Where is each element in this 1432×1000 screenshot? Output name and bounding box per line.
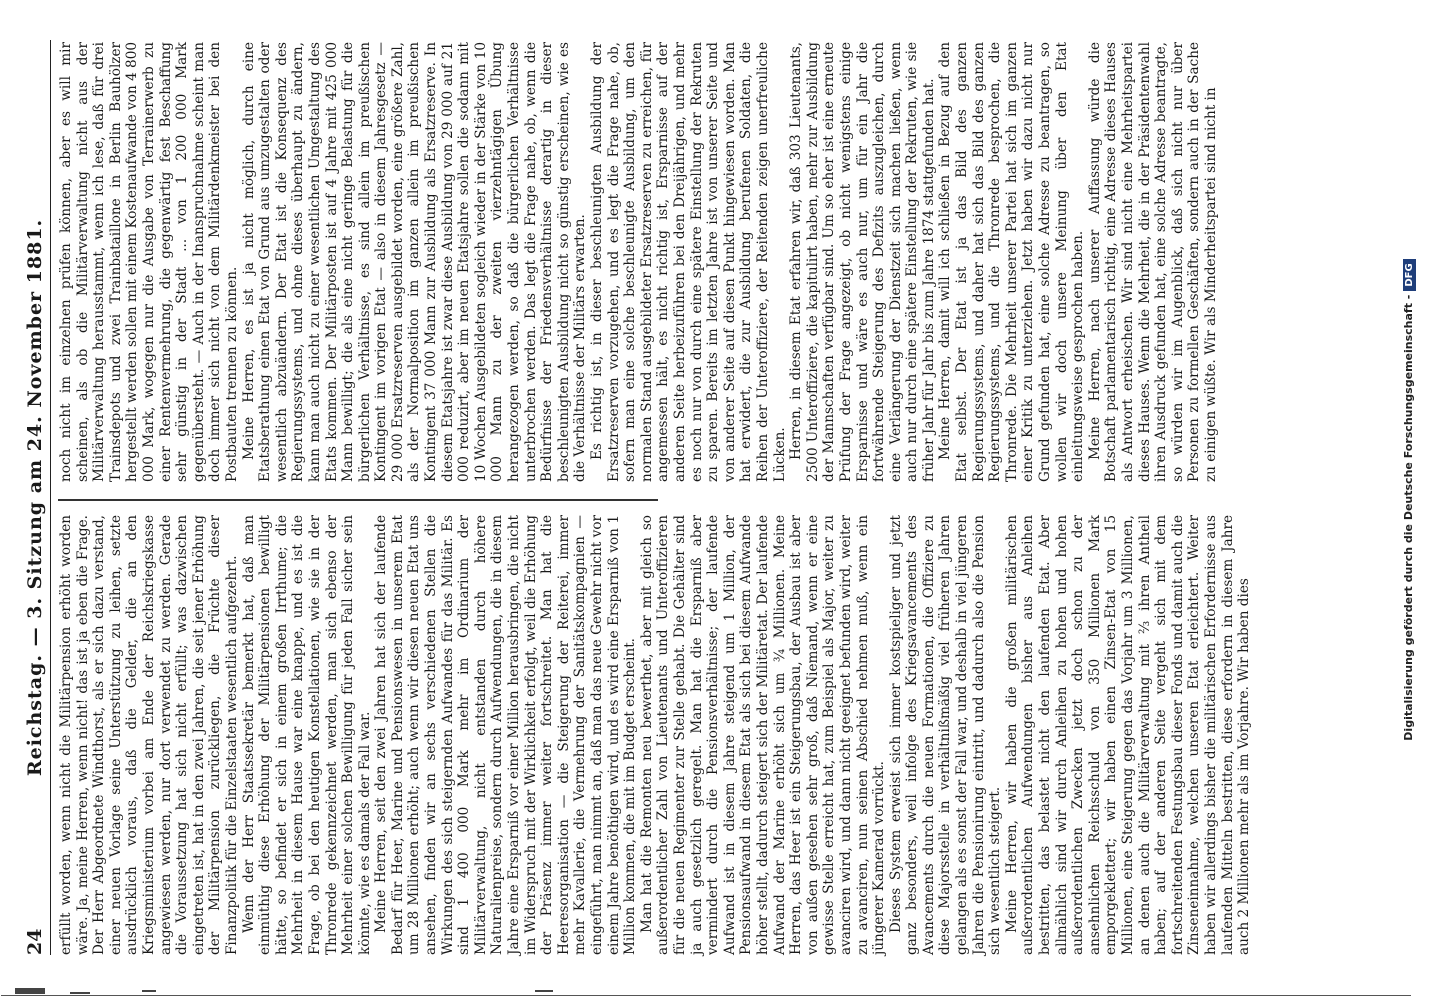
paragraph: Dieses System erweist sich immer kostspieliger und jetzt ganz besonders, weil infolge des Kriegsavancements des Avancements durch die neuen Formationen, die Offiziere zu diese Majorsstelle in verhältnißmäßig viel früheren Jahren gelangen als es sonst der Fall war, und deshalb in viel jüngeren Jahren die Pensionirung eintritt, und dadurch also die Pension sich wesentlich steigert. — [887, 515, 1004, 955]
scan-edge-line — [1, 995, 1411, 996]
paragraph: Meine Herren, seit den zwei Jahren hat sich der laufende Bedarf für Heer, Marine und Pensionswesen in unserem Etat um 28 Millionen erhöht; auch wenn wir diesen neuen Etat uns ansehen, finden wir an sechs verschiedenen Stellen die Wirkungen des sich steigernden Aufwandes für das Militär. Es sind 1 400 000 Mark mehr im Ordinarium der Militärverwaltung, nicht entstanden durch höhere Naturalienpreise, sondern durch Aufwendungen, die in diesem Jahre eine Ersparniß vor einer Million herausbringen, die nicht im Widerspruch mit der Wirklichkeit erfolgt, weil die Erhöhung der Präsenz immer weiter fortschreitet. Man hat die Heeresorganisation — die Steigerung der Reiterei, immer mehr Kavallerie, die Vermehrung der Sanitätskompagnien — eingeführt, man nimmt an, daß man das neue Gewehr nicht vor einem Jahre benöthigen wird, und es wird eine Ersparniß von 1 Million kommen, die mit im Budget erscheint. — [373, 515, 639, 955]
paragraph: Meine Herren, nach unserer Auffassung würde die Botschaft parlamentarisch richtig, eine Adresse dieses Hauses als Antwort erheischen. Wir sind nicht eine Mehrheitspartei dieses Hauses. Wenn die Mehrheit, die in der Präsidentenwahl ihren Ausdruck gefunden hat, eine solche Adresse beantragte, so würden wir im Augenblick, daß sich nicht nur über Personen zu formellen Geschäften, sondern auch in der Sache zu einigen wüßte. Wir als Minderheitspartei sind nicht in — [1086, 42, 1219, 482]
paragraph: noch nicht im einzelnen prüfen können, aber es will mir scheinen, als ob die Militärverwaltung nicht aus der Militärverwaltung herausstammt, wenn ich lese, daß für drei Trainsdepots und zwei Trainbataillone in Berlin Bauhölzer hergestellt werden sollen mit einem Kostenaufwande von 4 800 000 Mark, wogegen nur die Ausgabe von Terrainerwerb zu einer Rentenvermehrung, die gegenwärtig fest Beschaffung sehr günstig in der Stadt ... von 1 200 000 Mark gegenübersteht. — Auch in der Inanspruchnahme scheint man doch immer sich nicht von dem Militärdenkmeister bei den Postbauten trennen zu können. — [58, 42, 240, 482]
digitization-credit — [1402, 0, 1416, 1000]
scan-artifact — [15, 988, 45, 994]
page-header — [22, 40, 51, 955]
paragraph: Es richtig ist, in dieser beschleunigten Ausbildung der Ersatzreserven vorzugehen, und es legt die Frage nahe, ob, sofern man eine solche beschleunigte Ausbildung, um den normalen Stand ausgebildeter Ersatzreserven zu erreichen, für angemessen hält, es nicht richtig ist, Ersparnisse auf der anderen Seite herbeizuführen bei den Dreijährigen, und mehr es noch nur von durch eine spätere Einstellung der Rekruten zu sparen. Bereits im letzten Jahre ist von unserer Seite und von anderer Seite auf diesen Punkt hingewiesen worden. Man hat erwidert, die zur Ausbildung berufenen Soldaten, die Reihen der Unteroffiziere, der Reitenden zeigen unerfreuliche Lücken. — [589, 42, 788, 482]
paragraph: Man hat die Remonten neu bewerthet, aber mit gleich so außerordentlicher Zahl von Lieutenants und Unteroffizieren für die neuen Regimenter zur Stelle gehabt. Die Gehälter sind ja auch gesetzlich geregelt. Man hat die Ersparniß aber vermindert durch die Pensionsverhältnisse; der laufende Aufwand ist in diesem Jahre steigend um 1 Million, der Pensionsaufwand in diesem Etat als sich bei diesem Aufwande höher stellt, dadurch steigert sich der Militäretat. Der laufende Aufwand der Marine erhöht sich um ¾ Millionen. Meine Herren, das Heer ist ein Steigerungsbau, der Ausbau ist aber von außen gesehen sehr groß, daß Niemand, wenn er eine gewisse Stelle erreicht hat, zum Beispiel als Major, weiter zu avanciren wird, und dann nicht geeignet befunden wird, weiter zu avanciren, nun seinen Abschied nehmen muß, wenn ein jüngerer Kamerad vorrückt. — [638, 515, 888, 955]
text-column-right — [58, 42, 1219, 482]
column-divider — [58, 500, 658, 502]
dfg-logo: DFG — [1403, 259, 1416, 290]
running-title: Reichstag. — 3. Sitzung am 24. November 1881. — [24, 218, 46, 777]
paragraph: Meine Herren, damit will ich schließen in Bezug auf den Etat selbst. Der Etat ist ja das Bild des ganzen Regierungssystems, und daher hat sich das Bild des ganzen Regierungssystems, und die Thronrede besprochen, die Thronrede. Die Mehrheit unserer Partei hat sich im ganzen einer Kritik zu unterziehen. Jetzt haben wir dazu nicht nur Grund gefunden hat, eine solche Adresse zu beantragen, so wollen wir doch unsere Meinung über den Etat einleitungsweise gesprochen haben. — [937, 42, 1087, 482]
paragraph: Wenn der Herr Staatssekretär bemerkt hat, daß man einmüthig diese Erhöhung der Militärpensionen bewilligt hätte, so befindet er sich in einem großen Irrthume; die Mehrheit in diesem Hause war eine knappe, und es ist die Frage, ob bei den heutigen Konstellationen, wie sie in der Thronrede gekennzeichnet werden, man sich ebenso der Mehrheit einer solchen Bewilligung für jeden Fall sicher sein könnte, wie es damals der Fall war. — [240, 515, 373, 955]
paragraph: erfüllt worden, wenn nicht die Militärpension erhöht worden wäre. Ja, meine Herren, wenn nicht! das ist ja eben die Frage. Der Herr Abgeordnete Windthorst, als er sich dazu verstand, einer neuen Vorlage seine Unterstützung zu leihen, setzte ausdrücklich voraus, daß die Gelder, die an den Kriegsministerium vorbei am Ende der Reichskriegskasse angewiesen werden, nur dort verwendet zu werden. Gerade die Voraussetzung hat sich nicht erfüllt; was dazwischen eingetreten ist, hat in den zwei Jahren, die seit jener Erhöhung der Militärpension zurückliegen, die Früchte dieser Finanzpolitik für die Einzelstaaten wesentlich aufgezehrt. — [58, 515, 240, 955]
credit-text: Digitalisierung gefördert durch die Deutsche Forschungsgemeinschaft - — [1402, 294, 1415, 741]
page-number: 24 — [24, 928, 46, 955]
text-column-left — [58, 515, 1253, 955]
paragraph: Herren, in diesem Etat erfahren wir, daß 303 Lieutenants, 2500 Unteroffiziere, die kapitulirt haben, mehr zur Ausbildung der Mannschaften verfügbar sind. Um so eher ist eine erneute Prüfung der Frage angezeigt, ob nicht wenigstens einige Ersparnisse und wäre es auch nur, um für ein Jahr die fortwährende Steigerung des Defizits auszugleichen, durch eine Verlängerung der Dienstzeit sich machen ließen, wenn auch nur durch eine spätere Einstellung der Rekruten, wie sie früher Jahr für Jahr bis zum Jahre 1874 stattgefunden hat. — [788, 42, 937, 482]
scan-artifact — [535, 990, 553, 992]
scan-artifact — [70, 992, 90, 994]
paragraph: Meine Herren, es ist ja nicht möglich, durch eine Etatsberathung einen Etat von Grund aus umzugestalten oder wesentlich abzuändern. Der Etat ist die Konsequenz des Regierungssystems, und ohne dieses überhaupt zu ändern, kann man auch nicht zu einer wesentlichen Umgestaltung des Etats kommen. Der Militärposten ist auf 4 Jahre mit 425 000 Mann bewilligt; die als eine nicht geringe Belastung für die bürgerlichen Verhältnisse, es sind allein im preußischen Kontingent im vorigen Etat — also in diesem Jahresgesetz — 29 000 Ersatzreserven ausgebildet worden, eine größere Zahl, als der Normalposition im ganzen allein im preußischen Kontingent 37 000 Mann zur Ausbildung als Ersatzreserve. In diesem Etatsjahre ist zwar diese Ausbildung von 29 000 auf 21 000 reduzirt, aber im neuen Etatsjahre sollen die sodann mit 10 Wochen Ausgebildeten sogleich wieder in der Stärke von 10 000 Mann zu der zweiten vierzehntägigen Übung herangezogen werden, so daß die bürgerlichen Verhältnisse unterbrochen werden. Das legt die Frage nahe, ob, wenn die Bedürfnisse der Friedensverhältnisse derartig in dieser beschleunigten Ausbildung nicht so günstig erscheinen, wie es die Verhältnisse der Militärs erwarten. — [240, 42, 589, 482]
scan-artifact — [142, 990, 156, 992]
paragraph: Meine Herren, wir haben die großen militärischen außerordentlichen Aufwendungen bisher aus Anleihen bestritten, das belastet nicht den laufenden Etat. Aber allmählich sind wir durch Anleihen zu hohen und hohen außerordentlichen Zwecken jetzt doch schon zu der ansehnlichen Reichsschuld von 350 Millionen Mark emporgeklettert; wir haben einen Zinsen-Etat von 15 Millionen, eine Steigerung gegen das Vorjahr um 3 Millionen, an denen auch die Militärverwaltung mit ⅔ ihren Antheil haben; auf der anderen Seite vergeht sich mit dem fortschreitenden Festungsbau dieser Fonds und damit auch die Zinseneinnahme, welchen unseren Etat erleichtert. Weiter haben wir allerdings bisher die militärischen Erfordernisse aus laufenden Mitteln bestritten, diese erfordern in diesem Jahre auch 2 Millionen mehr als im Vorjahre. Wir haben dies — [1003, 515, 1253, 955]
